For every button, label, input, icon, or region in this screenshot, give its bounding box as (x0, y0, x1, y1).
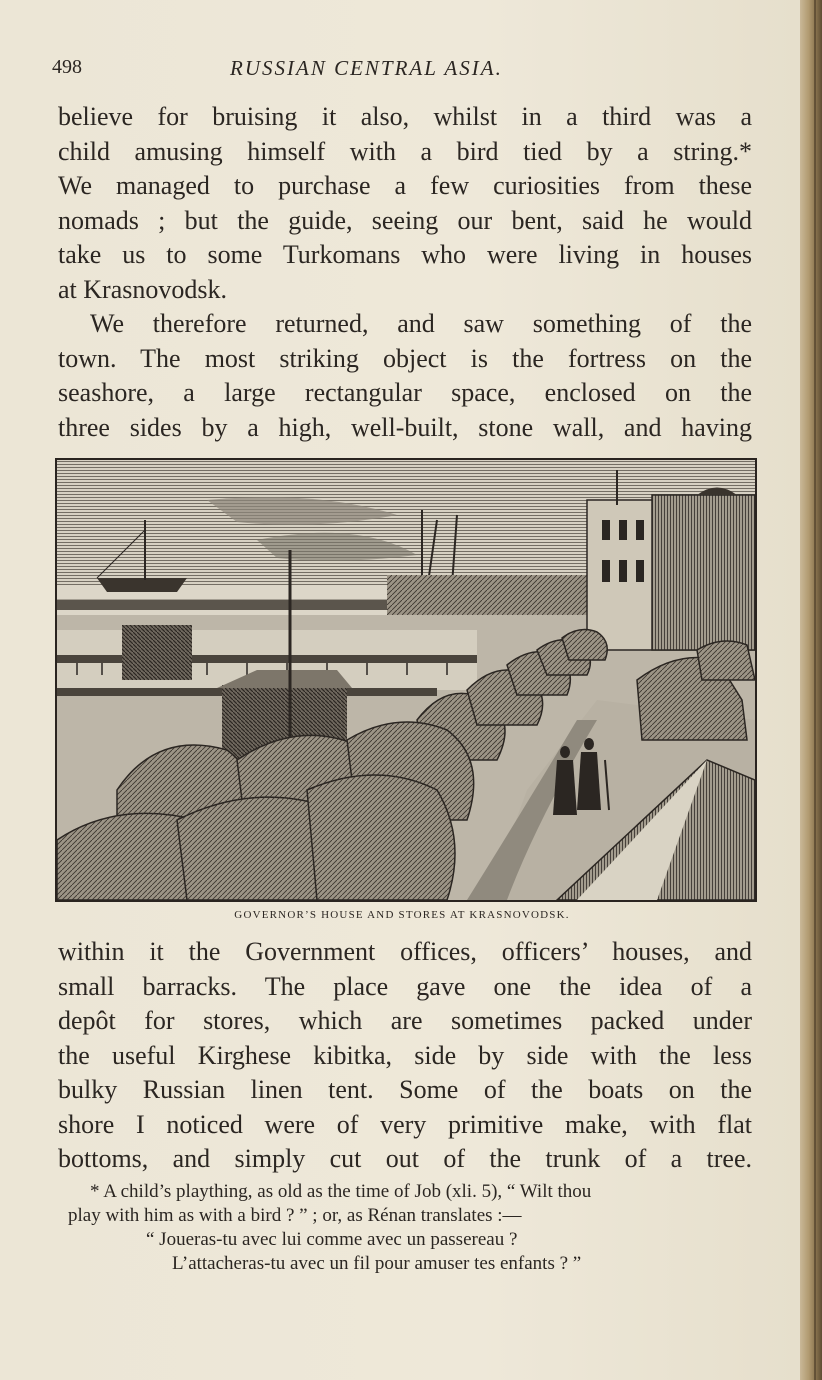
engraving-image (57, 460, 755, 900)
footnote-line: play with him as with a bird ? ” ; or, as Rénan translates :— (68, 1205, 522, 1226)
text-line: bottoms, and simply cut out of the trunk of a tree. (58, 1144, 752, 1173)
text-line: the useful Kirghese kibitka, side by side with the less (58, 1040, 752, 1070)
footnote (68, 1180, 758, 1276)
figure-caption: GOVERNOR’S HOUSE AND STORES AT KRASNOVODSK. (234, 909, 570, 921)
text-line: nomads ; but the guide, seeing our bent, said he would (58, 205, 752, 235)
text-line: three sides by a high, well-built, stone wall, and having (58, 412, 752, 442)
page-edge (800, 0, 822, 1380)
text-line: at Krasnovodsk. (58, 274, 227, 304)
text-line: town. The most striking object is the fortress on the (58, 343, 752, 373)
paragraph-2 (58, 307, 752, 445)
footnote-quote-line: L’attacheras-tu avec un fil pour amuser tes enfants ? ” (172, 1253, 582, 1274)
page-edge-line (814, 0, 816, 1380)
text-line: seashore, a large rectangular space, enclosed on the (58, 378, 752, 407)
page-header (52, 56, 752, 86)
text-line: within it the Government offices, officers’ houses, and (58, 937, 752, 966)
text-line: We therefore returned, and saw something of the (90, 309, 752, 338)
text-line: shore I noticed were of very primitive make, with flat (58, 1109, 752, 1139)
footnote-line: * A child’s plaything, as old as the time of Job (xli. 5), “ Wilt thou (90, 1181, 592, 1202)
text-line: take us to some Turkomans who were living in houses (58, 240, 752, 269)
paragraph-3 (58, 935, 752, 1177)
running-title: RUSSIAN CENTRAL ASIA. (230, 56, 503, 80)
text-line: small barracks. The place gave one the idea of a (58, 971, 752, 1001)
engraving-illustration (55, 458, 757, 902)
text-line: child amusing himself with a bird tied by a string.* (58, 136, 752, 166)
page-number: 498 (52, 56, 82, 78)
text-line: believe for bruising it also, whilst in a third was a (58, 102, 752, 131)
paragraph-1 (58, 100, 752, 307)
text-line: We managed to purchase a few curiosities from these (58, 171, 752, 200)
text-line: depôt for stores, which are sometimes packed under (58, 1006, 752, 1035)
footnote-quote-line: “ Joueras-tu avec lui comme avec un passereau ? (146, 1229, 518, 1250)
text-line: bulky Russian linen tent. Some of the boats on the (58, 1075, 752, 1104)
